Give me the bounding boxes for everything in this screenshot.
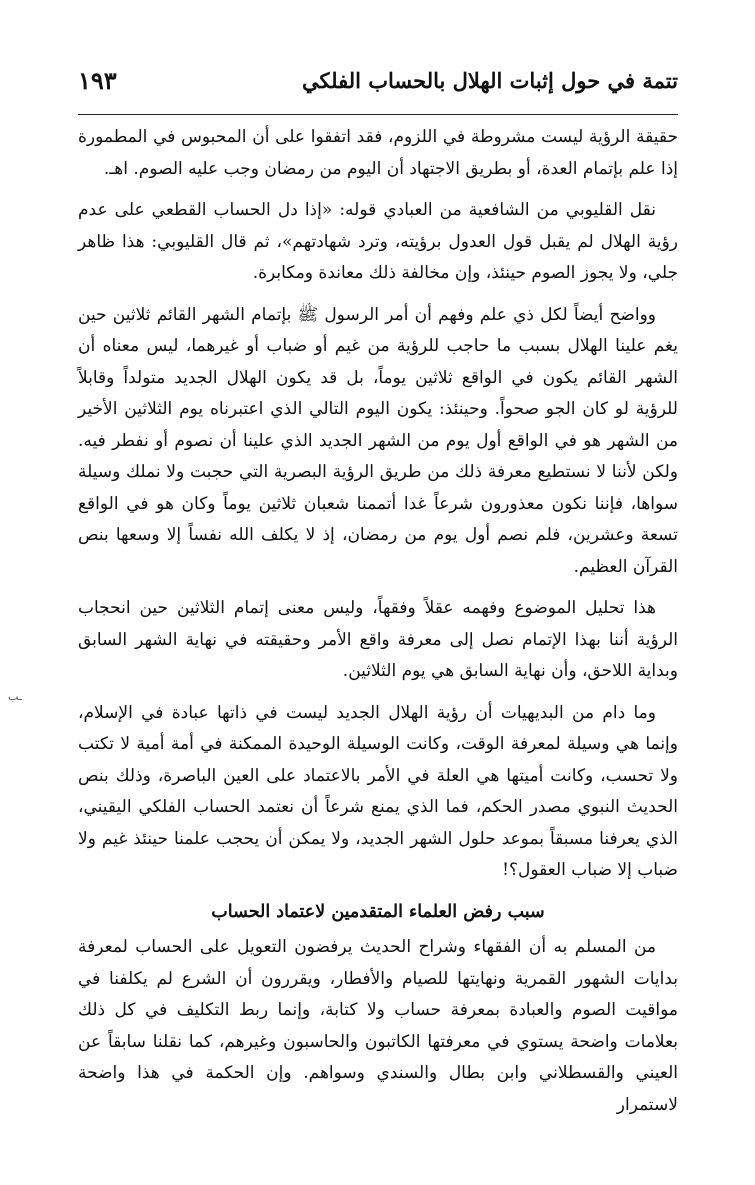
header-divider [78,114,678,115]
paragraph-4: هذا تحليل الموضوع وفهمه عقلاً وفقهاً، وليس معنى إتمام الثلاثين حين انحجاب الرؤية أننا بهذا الإتمام نصل إلى معرفة واقع الأمر وحقيقته في نهاية الشهر السابق وبداية اللاحق، وأن نهاية السابق هي يوم الثلاثين. [78,598,678,681]
running-header [78,66,678,110]
margin-annotation: ـب [8,690,23,703]
section-heading: سبب رفض العلماء المتقدمين لاعتماد الحساب [211,901,545,922]
paragraph-5: وما دام من البديهيات أن رؤية الهلال الجديد ليست في ذاتها عبادة في الإسلام، وإنما هي وسيلة لمعرفة الوقت، وكانت الوسيلة الوحيدة الممكنة في أمة أمية لا تكتب ولا تحسب، وكانت أميتها هي العلة في الأمر بالاعتماد على العين الباصرة، وذلك بنص الحديث النبوي مصدر الحكم، فما الذي يمنع شرعاً أن نعتمد الحساب الفلكي اليقيني، الذي يعرفنا مسبقاً بموعد حلول الشهر الجديد، ولا يمكن أن يحجب علمنا حينئذ غيم ولا ضباب إلا ضباب العقول؟! [78,702,678,880]
paragraph-6: من المسلم به أن الفقهاء وشراح الحديث يرفضون التعويل على الحساب لمعرفة بدايات الشهور القمرية ونهايتها للصيام والأفطار، ويقررون أن الشرع لم يكلفنا في مواقيت الصوم والعبادة بمعرفة حساب ولا كتابة، وإنما ربط التكليف في كل ذلك بعلامات واضحة يستوي في معرفتها الكاتبون والحاسبون وغيرهم، كما نقلنا سابقاً عن العيني والقسطلاني وابن بطال والسندي وسواهم. وإن الحكمة في هذا واضحة لاستمرار [78,937,678,1115]
paragraph-1: حقيقة الرؤية ليست مشروطة في اللزوم، فقد اتفقوا على أن المحبوس في المطمورة إذا علم بإتمام العدة، أو بطريق الاجتهاد أن اليوم من رمضان وجب عليه الصوم. اهـ. [78,127,678,179]
running-title: تتمة في حول إثبات الهلال بالحساب الفلكي [302,68,678,93]
page-number: ١٩٣ [78,66,117,95]
paragraph-3: وواضح أيضاً لكل ذي علم وفهم أن أمر الرسول ﷺ بإتمام الشهر القائم ثلاثين حين يغم علينا الهلال بسبب ما حاجب للرؤية من غيم أو ضباب أو غيرهما، ليس معناه أن الشهر القائم يكون في الواقع ثلاثين يوماً، بل قد يكون الهلال الجديد متولداً وقابلاً للرؤية لو كان الجو صحواً. وحينئذ: يكون اليوم التالي الذي اعتبرناه يوم الثلاثين الأخير من الشهر هو في الواقع أول يوم من الشهر الجديد الذي علينا أن نصوم أو نفطر فيه. ولكن لأننا لا نستطيع معرفة ذلك من طريق الرؤية البصرية التي حجبت ولا نملك وسيلة سواها، فإننا نكون معذورون شرعاً غدا أتممنا شعبان ثلاثين يوماً وكان هو في الواقع تسعة وعشرين، فلم نصم أول يوم من رمضان، إذ لا يكلف الله نفساً إلا وسعها بنص القرآن العظيم. [78,304,678,577]
page-body [78,122,678,1131]
paragraph-2: نقل القليوبي من الشافعية من العبادي قوله: «إذا دل الحساب القطعي على عدم رؤية الهلال لم يقبل قول العدول برؤيته، وترد شهادتهم»، ثم قال القليوبي: هذا ظاهر جلي، ولا يجوز الصوم حينئذ، وإن مخالفة ذلك معاندة ومكابرة. [78,200,678,283]
